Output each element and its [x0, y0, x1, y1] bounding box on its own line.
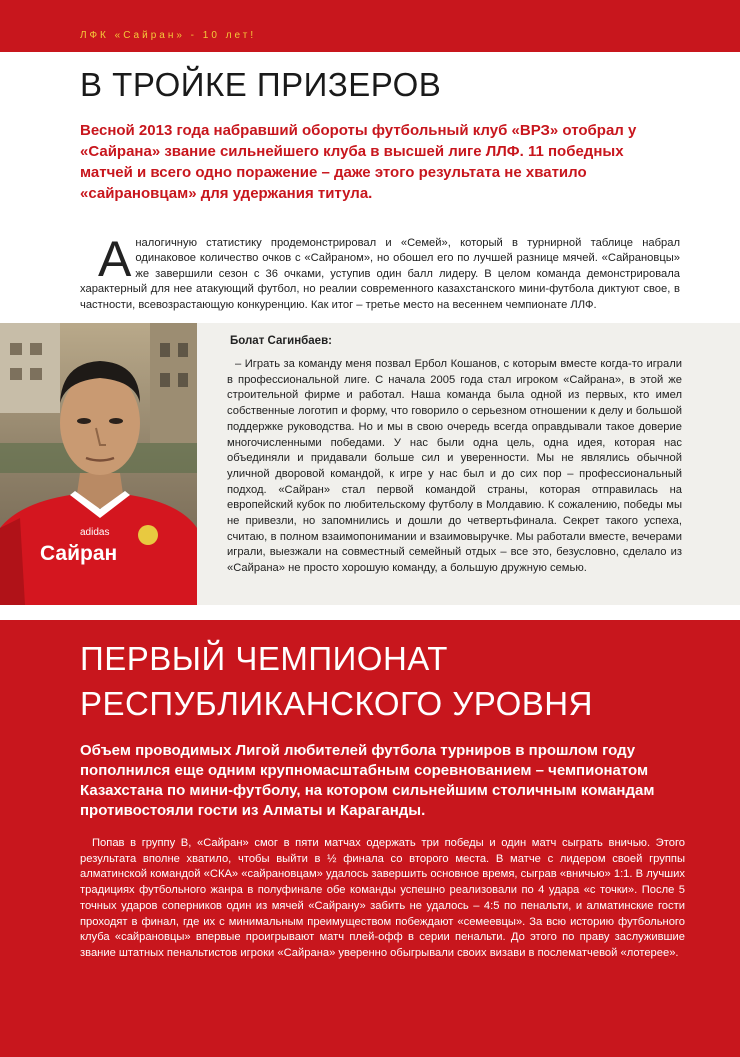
player-photo [0, 323, 197, 605]
article1-title: В ТРОЙКЕ ПРИЗЕРОВ [80, 66, 442, 103]
brand-logo-icon: adidas [80, 527, 110, 538]
article2-title-line1: ПЕРВЫЙ ЧЕМПИОНАТ [80, 640, 448, 677]
jersey-lettering: Сайран [40, 542, 118, 565]
article2-title [80, 636, 593, 726]
dropcap-letter: А [98, 231, 132, 287]
article2-lead: Объем проводимых Лигой любителей футбола турниров в прошлом году пополнился еще одним крупномасштабным соревнованием – чемпионатом Казахстана по мини-футболу, на котором сильнейшим столичным командам противостояли гости из Алматы и Караганды. [80, 742, 655, 819]
top-banner [0, 0, 740, 52]
article1-body-block [80, 231, 680, 313]
article2-body: Попав в группу В, «Сайран» смог в пяти матчах одержать три победы и один матч сыграть вничью. Этого результата вполне хватило, чтобы выйти в ½ финала со второго места. В матче с лидером своей группы алматинской командой «СКА» «сайрановцам» удалось завершить основное время, сыграв «вничью» 1:1. В лучших традициях футбольного жанра в полуфинале обе команды успешно реализовали по 4 удара «с точки». После 5 точных ударов соперников один из мячей «Сайрану» забить не удалось – 4:5 по пенальти, и алматинские гости проходят в финал, где их с минимальным преимуществом побеждают «семеевцы». За всю историю футбольного клуба «сайрановцы» впервые проигрывают матч плей-офф в серии пенальти. До этого по праву заслужившие звание штатных пенальтистов игроки «Сайрана» уверенно обыгрывали своих визави в послематчевой «лотерее». [80, 837, 685, 959]
article1-body: налогичную статистику продемонстрировал и «Семей», который в турнирной таблице набрал одинаковое количество очков с «Сайраном», но обошел его по лучшей разнице мячей. «Сайрановцы» же завершили сезон с 36 очками, уступив один балл лидеру. В целом команда демонстрировала характерный для нее атакующий футбол, но реалии современного казахстанского мини-футбола диктуют свое, в частности, всевозрастающую конкуренцию. Как итог – третье место на весеннем чемпионате ЛЛФ. [80, 237, 680, 311]
interview-box [0, 323, 740, 605]
player-photo-illustration [0, 323, 197, 605]
running-header: ЛФК «Сайран» - 10 лет! [80, 30, 257, 41]
article1-lead: Весной 2013 года набравший обороты футбольный клуб «ВРЗ» отобрал у «Сайрана» звание сильнейшего клуба в высшей лиге ЛЛФ. 11 победных матчей и всего одно поражение – даже этого результата не хватило «сайрановцам» для удержания титула. [80, 122, 637, 202]
article2-title-line2: РЕСПУБЛИКАНСКОГО УРОВНЯ [80, 685, 593, 722]
interviewee-name: Болат Сагинбаев: [230, 335, 332, 347]
interview-quote: – Играть за команду меня позвал Ербол Кошанов, с которым вместе когда-то играли в профессиональной лиге. С начала 2005 года стал игроком «Сайрана», в этой же строительной фирме и работал. Наша команда была одной из первых, кто имел собственные логотип и форму, что говорило о серьезном отношении к делу и большой поддержке руководства. Но и мы в свою очередь всегда оправдывали такое доверие многочисленными победами. У нас были одна цель, одна идея, которая нас объединяли и придавали больше сил и уверенности. Мы не являлись обычной уличной дворовой командой, к игре у нас был и до сих пор – профессиональный подход. «Сайран» стал первой командой страны, которая отправилась на европейский кубок по любительскому футболу в Молдавию. К сожалению, победы мы не привезли, но запомнились и дошли до четвертьфинала. Секрет такого успеха, считаю, в полном взаимопонимании и взаимовыручке. Мы работали вместе, вечерами играли, выезжали на совместный семейный отдых – все это, безусловно, сделало из «Сайрана» не просто хорошую команду, а большую дружную семью. [227, 358, 682, 575]
